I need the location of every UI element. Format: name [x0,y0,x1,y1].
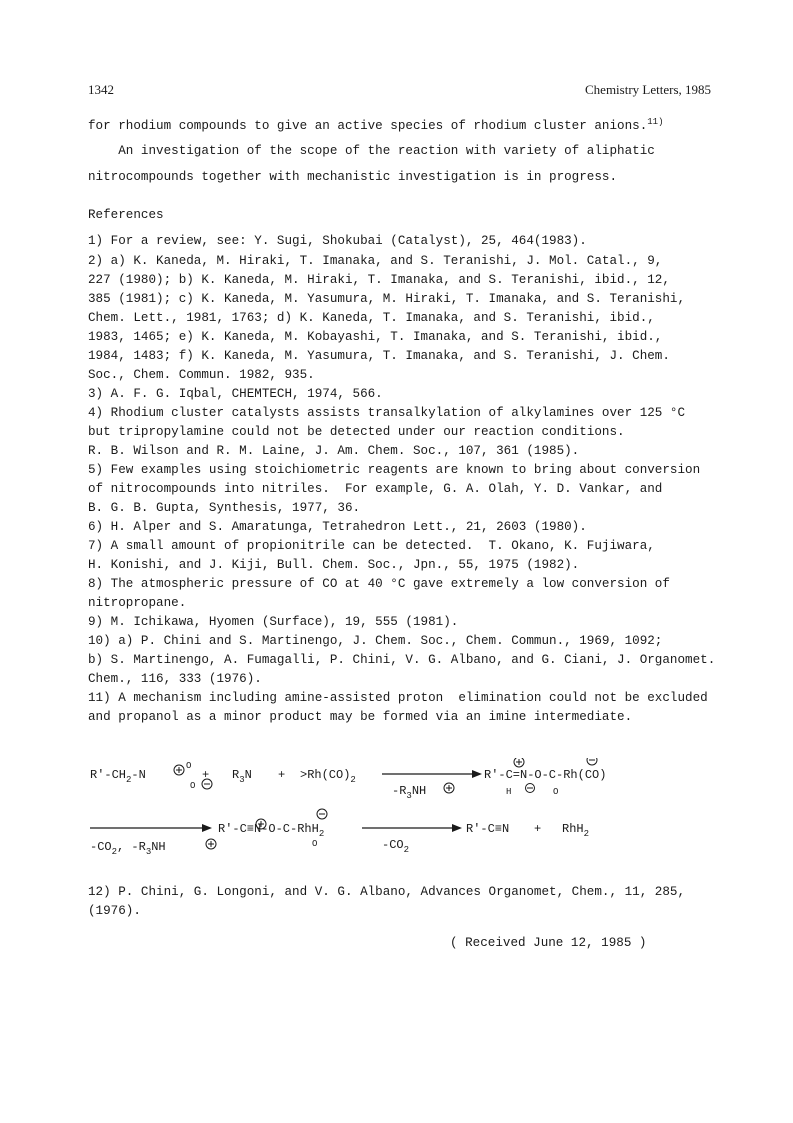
scheme-oxygen: O [312,839,318,849]
scheme-arrow-label: $-CO_2$ [382,838,410,855]
reference-line: 2) a) K. Kaneda, M. Hiraki, T. Imanaka, and S. Teranishi, J. Mol. Catal., 9, [88,254,663,268]
reference-line: 7) A small amount of propionitrile can be detected. T. Okano, K. Fujiwara, [88,539,655,553]
reference-line: Soc., Chem. Commun. 1982, 935. [88,368,315,382]
scheme-intermediate: R'-C≡N-O-C-RhH$_2$ [218,822,325,839]
scheme-plus: + [534,822,542,836]
reference-line: H. Konishi, and J. Kiji, Bull. Chem. Soc., Jpn., 55, 1975 (1982). [88,558,580,572]
reference-line: of nitrocompounds into nitriles. For example, G. A. Olah, Y. D. Vankar, and [88,482,663,496]
reference-line: 385 (1981); c) K. Kaneda, M. Yasumura, M. Hiraki, T. Imanaka, and S. Teranishi, [88,292,686,306]
scheme-plus: + [202,768,210,782]
reference-line: 11) A mechanism including amine-assisted proton elimination could not be excluded [88,691,708,705]
reference-line: but tripropylamine could not be detected under our reaction conditions. [88,425,625,439]
reference-line: 3) A. F. G. Iqbal, CHEMTECH, 1974, 566. [88,387,383,401]
reference-line: 4) Rhodium cluster catalysts assists transalkylation of alkylamines over 125 °C [88,406,686,420]
reference-line: 227 (1980); b) K. Kaneda, M. Hiraki, T. Imanaka, and S. Teranishi, ibid., 12, [88,273,670,287]
reference-line: 12) P. Chini, G. Longoni, and V. G. Albano, Advances Organomet, Chem., 11, 285, [88,885,686,899]
scheme-hydrogen: H [506,787,512,797]
scheme-oxygen: O [186,761,192,771]
reference-line: b) S. Martinengo, A. Fumagalli, P. Chini, V. G. Albano, and G. Ciani, J. Organomet. [88,653,716,667]
reference-line: 8) The atmospheric pressure of CO at 40 °C gave extremely a low conversion of [88,577,670,591]
reference-line: 6) H. Alper and S. Amaratunga, Tetrahedron Lett., 21, 2603 (1980). [88,520,587,534]
reference-line: Chem. Lett., 1981, 1763; d) K. Kaneda, T. Imanaka, and S. Teranishi, ibid., [88,311,655,325]
scheme-arrow-label: $-CO_2$, $-R_3NH$ [90,840,166,857]
reference-line: 1983, 1465; e) K. Kaneda, M. Kobayashi, T. Imanaka, and S. Teranishi, ibid., [88,330,663,344]
reference-line: and propanol as a minor product may be formed via an imine intermediate. [88,710,633,724]
scheme-reactant: $R'-CH_2-N$ [90,768,146,785]
body-line: nitrocompounds together with mechanistic investigation is in progress. [88,170,618,184]
scheme-rh-hydride: RhH$_2$ [562,822,590,839]
negative-charge-icon [587,758,597,765]
body-line: An investigation of the scope of the reaction with variety of aliphatic [88,144,655,158]
reference-line: (1976). [88,904,141,918]
reference-line: Chem., 116, 333 (1976). [88,672,262,686]
scheme-oxygen: O [190,781,196,791]
reference-line: nitropropane. [88,596,187,610]
scheme-plus: + [278,768,286,782]
reference-line: B. G. B. Gupta, Synthesis, 1977, 36. [88,501,361,515]
scheme-arrow-label: $-R_3NH$ [392,784,427,801]
page-number: 1342 [88,82,114,97]
scheme-intermediate: R'-C=N-O-C-Rh(CO) [484,768,607,782]
received-date: ( Received June 12, 1985 ) [450,936,647,950]
reference-line: 10) a) P. Chini and S. Martinengo, J. Chem. Soc., Chem. Commun., 1969, 1092; [88,634,663,648]
reference-line: R. B. Wilson and R. M. Laine, J. Am. Chem. Soc., 107, 361 (1985). [88,444,580,458]
scheme-amine: $R_3N$ [232,768,252,785]
reference-line: 1) For a review, see: Y. Sugi, Shokubai (Catalyst), 25, 464(1983). [88,234,587,248]
body-line: for rhodium compounds to give an active species of rhodium cluster anions.$^{11)}$ [88,117,664,134]
scheme-nitrile: R'-C≡N [466,822,510,836]
reference-line: 9) M. Ichikawa, Hyomen (Surface), 19, 555 (1981). [88,615,459,629]
scheme-rh-carbonyl: $>Rh(CO)_2$ [300,768,356,785]
references-heading: References [88,208,164,222]
reference-line: 1984, 1483; f) K. Kaneda, M. Yasumura, T. Imanaka, and S. Teranishi, J. Chem. [88,349,670,363]
reaction-scheme [86,758,726,858]
scheme-oxygen: O [553,787,559,797]
journal-title: Chemistry Letters, 1985 [585,82,712,97]
reference-line: 5) Few examples using stoichiometric reagents are known to bring about conversion [88,463,701,477]
